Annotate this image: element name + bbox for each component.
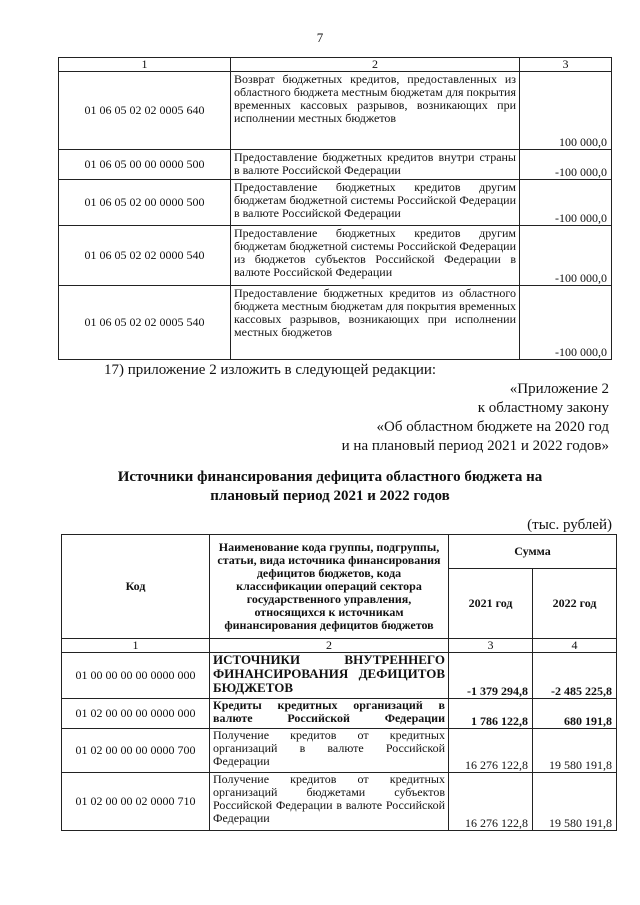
row-name: Получение кредитов от кредитных организаций бюджетами субъектов Российской Федерации в валюте Российской Федерации — [210, 773, 449, 831]
appendix-line: к областному закону — [477, 400, 609, 416]
section-title — [0, 468, 640, 506]
row-code: 01 02 00 00 00 0000 700 — [62, 729, 210, 773]
row-code: 01 06 05 02 02 0005 540 — [59, 286, 231, 360]
row-name: Предоставление бюджетных кредитов из областного бюджета местным бюджетам для покрытия временных кассовых разрывов, возникающих при исполнении местных бюджетов — [231, 286, 520, 360]
row-code: 01 02 00 00 00 0000 000 — [62, 699, 210, 729]
row-value-2021: -1 379 294,8 — [449, 653, 533, 699]
row-name: Предоставление бюджетных кредитов внутри страны в валюте Российской Федерации — [231, 150, 520, 180]
page-number: 7 — [316, 30, 324, 45]
row-code: 01 06 05 02 02 0000 540 — [59, 226, 231, 286]
table-row — [59, 286, 612, 360]
table-row — [62, 699, 617, 729]
column-number: 1 — [62, 639, 210, 653]
row-name: Получение кредитов от кредитных организаций в валюте Российской Федерации — [210, 729, 449, 773]
header-2021: 2021 год — [449, 569, 533, 639]
column-number: 1 — [59, 58, 231, 72]
row-name: Возврат бюджетных кредитов, предоставленных из областного бюджета местным бюджетам для покрытия временных кассовых разрывов, возникающих при исполнении местных бюджетов — [231, 72, 520, 150]
appendix-line: «Приложение 2 — [509, 381, 609, 397]
appendix-header — [342, 380, 609, 456]
appendix-line: и на плановый период 2021 и 2022 годов» — [341, 438, 609, 454]
column-number: 2 — [231, 58, 520, 72]
table-header-row — [62, 535, 617, 569]
row-value-2021: 16 276 122,8 — [449, 729, 533, 773]
column-number: 3 — [520, 58, 612, 72]
column-number: 2 — [210, 639, 449, 653]
row-code: 01 06 05 02 02 0005 640 — [59, 72, 231, 150]
row-value-2021: 1 786 122,8 — [449, 699, 533, 729]
table-row — [62, 729, 617, 773]
credits-table-continued — [58, 57, 612, 360]
table-row — [62, 773, 617, 831]
units-label: (тыс. рублей) — [527, 517, 612, 533]
row-code: 01 02 00 00 02 0000 710 — [62, 773, 210, 831]
row-code: 01 00 00 00 00 0000 000 — [62, 653, 210, 699]
row-code: 01 06 05 00 00 0000 500 — [59, 150, 231, 180]
row-sum: -100 000,0 — [520, 180, 612, 226]
row-sum: -100 000,0 — [520, 226, 612, 286]
row-name: Предоставление бюджетных кредитов другим бюджетам бюджетной системы Российской Федерации из бюджетов субъектов Российской Федерации в валюте Российской Федерации — [231, 226, 520, 286]
column-number: 4 — [533, 639, 617, 653]
title-line: Источники финансирования дефицита областного бюджета на — [117, 469, 543, 485]
paragraph-17: 17) приложение 2 изложить в следующей редакции: — [104, 362, 437, 378]
row-value-2022: 19 580 191,8 — [533, 729, 617, 773]
title-line: плановый период 2021 и 2022 годов — [210, 488, 450, 504]
table-row — [59, 226, 612, 286]
column-numbers-row — [62, 639, 617, 653]
row-sum: -100 000,0 — [520, 286, 612, 360]
row-value-2021: 16 276 122,8 — [449, 773, 533, 831]
financing-sources-table — [61, 534, 617, 831]
header-sum: Сумма — [449, 535, 617, 569]
row-value-2022: 19 580 191,8 — [533, 773, 617, 831]
table-row — [59, 180, 612, 226]
row-value-2022: 680 191,8 — [533, 699, 617, 729]
appendix-line: «Об областном бюджете на 2020 год — [376, 419, 609, 435]
header-name: Наименование кода группы, подгруппы, статьи, вида источника финансирования дефицитов бюджетов, кода классификации операций сектора государственного управления, относящихся к источникам финансирования дефицитов бюджетов — [210, 535, 449, 639]
row-value-2022: -2 485 225,8 — [533, 653, 617, 699]
row-name: Кредиты кредитных организаций в валюте Российской Федерации — [210, 699, 449, 729]
row-code: 01 06 05 02 00 0000 500 — [59, 180, 231, 226]
column-number: 3 — [449, 639, 533, 653]
table-row — [59, 72, 612, 150]
row-sum: 100 000,0 — [520, 72, 612, 150]
table-row — [59, 150, 612, 180]
table-row — [62, 653, 617, 699]
header-code: Код — [62, 535, 210, 639]
table-header-row — [59, 58, 612, 72]
row-name: ИСТОЧНИКИ ВНУТРЕННЕГО ФИНАНСИРОВАНИЯ ДЕФИЦИТОВ БЮДЖЕТОВ — [210, 653, 449, 699]
row-name: Предоставление бюджетных кредитов другим бюджетам бюджетной системы Российской Федерации в валюте Российской Федерации — [231, 180, 520, 226]
row-sum: -100 000,0 — [520, 150, 612, 180]
header-2022: 2022 год — [533, 569, 617, 639]
